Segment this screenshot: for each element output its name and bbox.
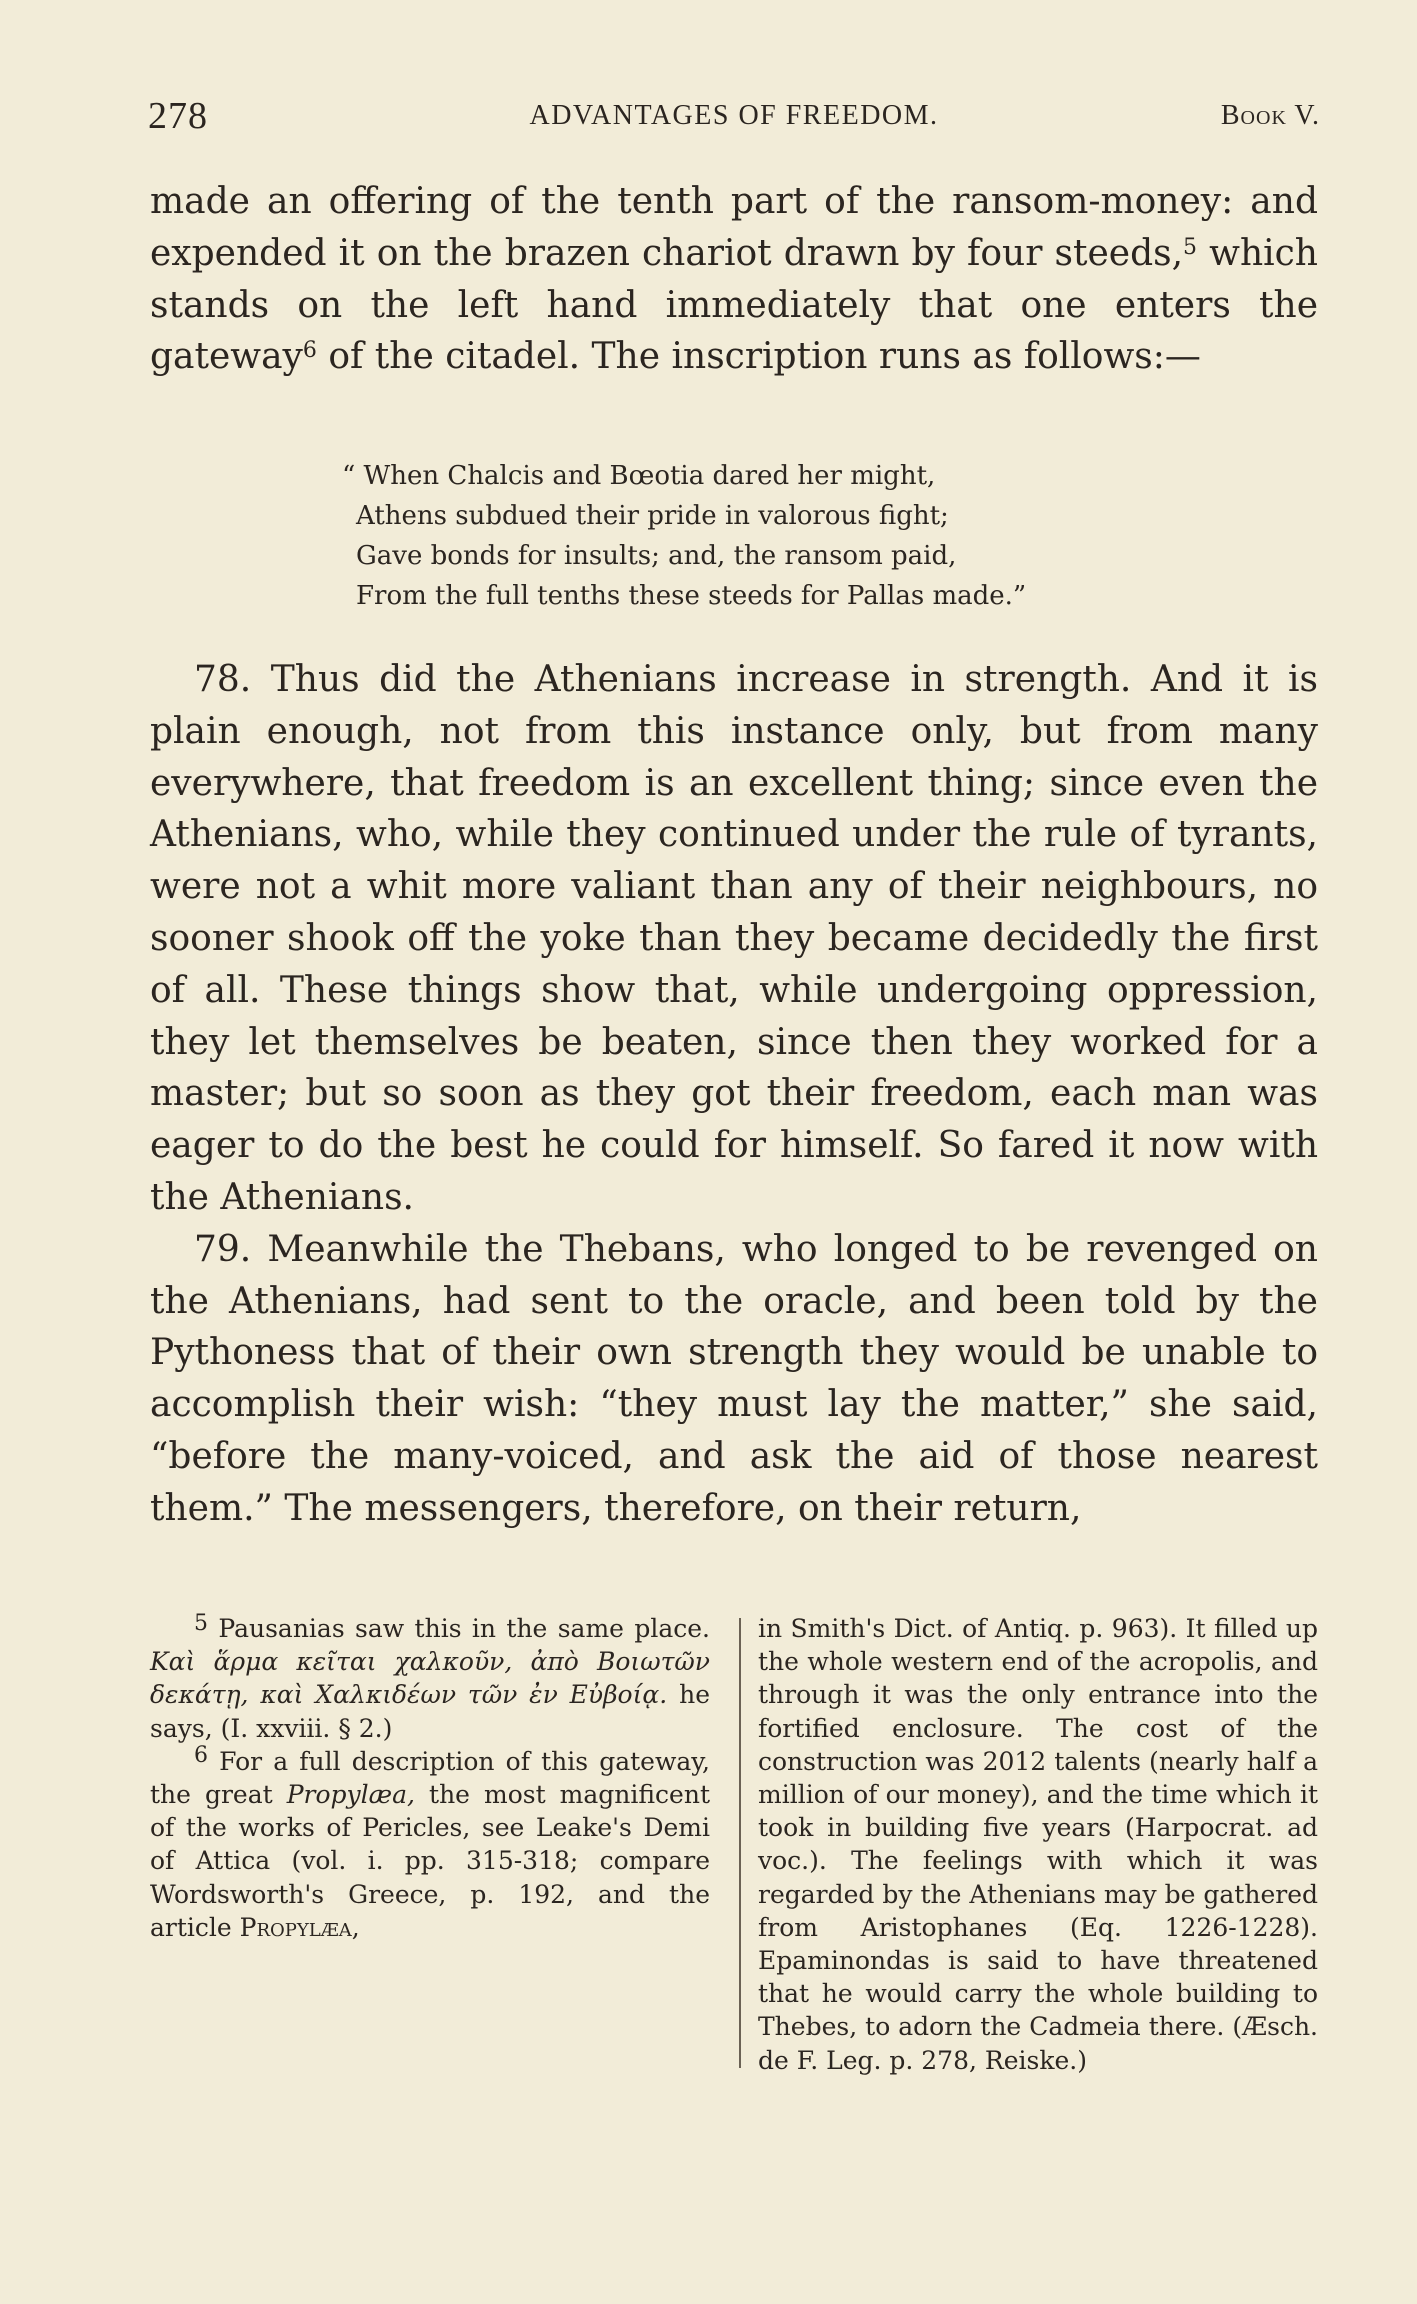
verse-line: Gave bonds for insults; and, the ransom paid, xyxy=(356,541,957,571)
main-sections xyxy=(150,654,1318,1535)
running-title: ADVANTAGES OF FREEDOM. xyxy=(529,100,939,131)
footnotes-left-column xyxy=(150,1612,710,1944)
footnotes-right-column xyxy=(758,1612,1318,2077)
verse-line: “ When Chalcis and Bœotia dared her might, xyxy=(342,461,936,491)
footnote-italic: Propylæa, xyxy=(286,1780,415,1810)
footnote-smallcaps: Propylæa, xyxy=(239,1912,360,1942)
verse-line: From the full tenths these steeds for Pallas made.” xyxy=(356,581,1027,611)
footnote-text: Pausanias saw this in the same place. xyxy=(208,1614,710,1643)
footnote-text: For a full description of this gateway, the great xyxy=(150,1746,710,1810)
paragraph-text: which stands on the left hand immediately that one enters the gateway xyxy=(150,232,1318,378)
page-number: 278 xyxy=(148,95,208,137)
footnote-mark-6: 6 xyxy=(194,1743,208,1769)
paragraph-text: of the citadel. The inscription runs as follows:— xyxy=(316,336,1201,378)
paragraph-text: made an offering of the tenth part of the ransom-money: and expended it on the brazen chariot drawn by four steeds, xyxy=(150,181,1318,274)
page-header xyxy=(148,90,1320,140)
opening-paragraph xyxy=(150,176,1318,383)
footnote-text: the most magnificent of the works of Pericles, see Leake's Demi of Attica (vol. i. pp. 315-318; compare Wordsworth's Greece, p. 192, and the article xyxy=(150,1780,710,1942)
footnote-text: in Smith's Dict. of Antiq. p. 963). It filled up the whole western end of the acropolis, and through it was the only entrance into the fortified enclosure. The cost of the construction was 2012 talents (nearly half a million of our money), and the time which it took in building five years (Harpocrat. ad voc.). The feelings with which it was regarded by the Athenians may be gathered from Aristophanes (Eq. 1226-1228). Epaminondas is said to have threatened that he would carry the whole building to Thebes, to adorn the Cadmeia there. (Æsch. de F. Leg. p. 278, Reiske.) xyxy=(758,1614,1318,2075)
column-divider xyxy=(739,1618,741,2068)
section-79: 79. Meanwhile the Thebans, who longed to be revenged on the Athenians, had sent to the oracle, and been told by the Pythoness that of their own strength they would be unable to accomplish their wish: “they must lay the matter,” she said, “before the many-voiced, and ask the aid of those nearest them.” The messengers, therefore, on their return, xyxy=(150,1228,1318,1529)
verse-line: Athens subdued their pride in valorous fight; xyxy=(356,501,949,531)
book-label: Book V. xyxy=(1220,100,1320,131)
footnote-ref-6[interactable]: 6 xyxy=(302,338,317,364)
section-78: 78. Thus did the Athenians increase in strength. And it is plain enough, not from this instance only, but from many everywhere, that freedom is an excellent thing; since even the Athenians, who, while they continued under the rule of tyrants, were not a whit more valiant than any of their neighbours, no sooner shook off the yoke than they became decidedly the first of all. These things show that, while undergoing oppression, they let themselves be beaten, since then they worked for a master; but so soon as they got their freedom, each man was eager to do the best he could for himself. So fared it now with the Athenians. xyxy=(150,659,1318,1218)
footnote-text: (I. xxviii. § 2.) xyxy=(220,1713,393,1743)
footnote-ref-5[interactable]: 5 xyxy=(1183,234,1198,260)
greek-quotation: Καὶ ἅρμα κεῖται χαλκοῦν, ἀπὸ Βοιωτῶν δεκάτῃ, καὶ Χαλκιδέων τῶν ἐν Εὐβοίᾳ. xyxy=(150,1647,710,1710)
footnote-text: he says, xyxy=(150,1680,711,1743)
inscription-verse xyxy=(342,456,1242,616)
footnote-mark-5: 5 xyxy=(194,1610,208,1636)
